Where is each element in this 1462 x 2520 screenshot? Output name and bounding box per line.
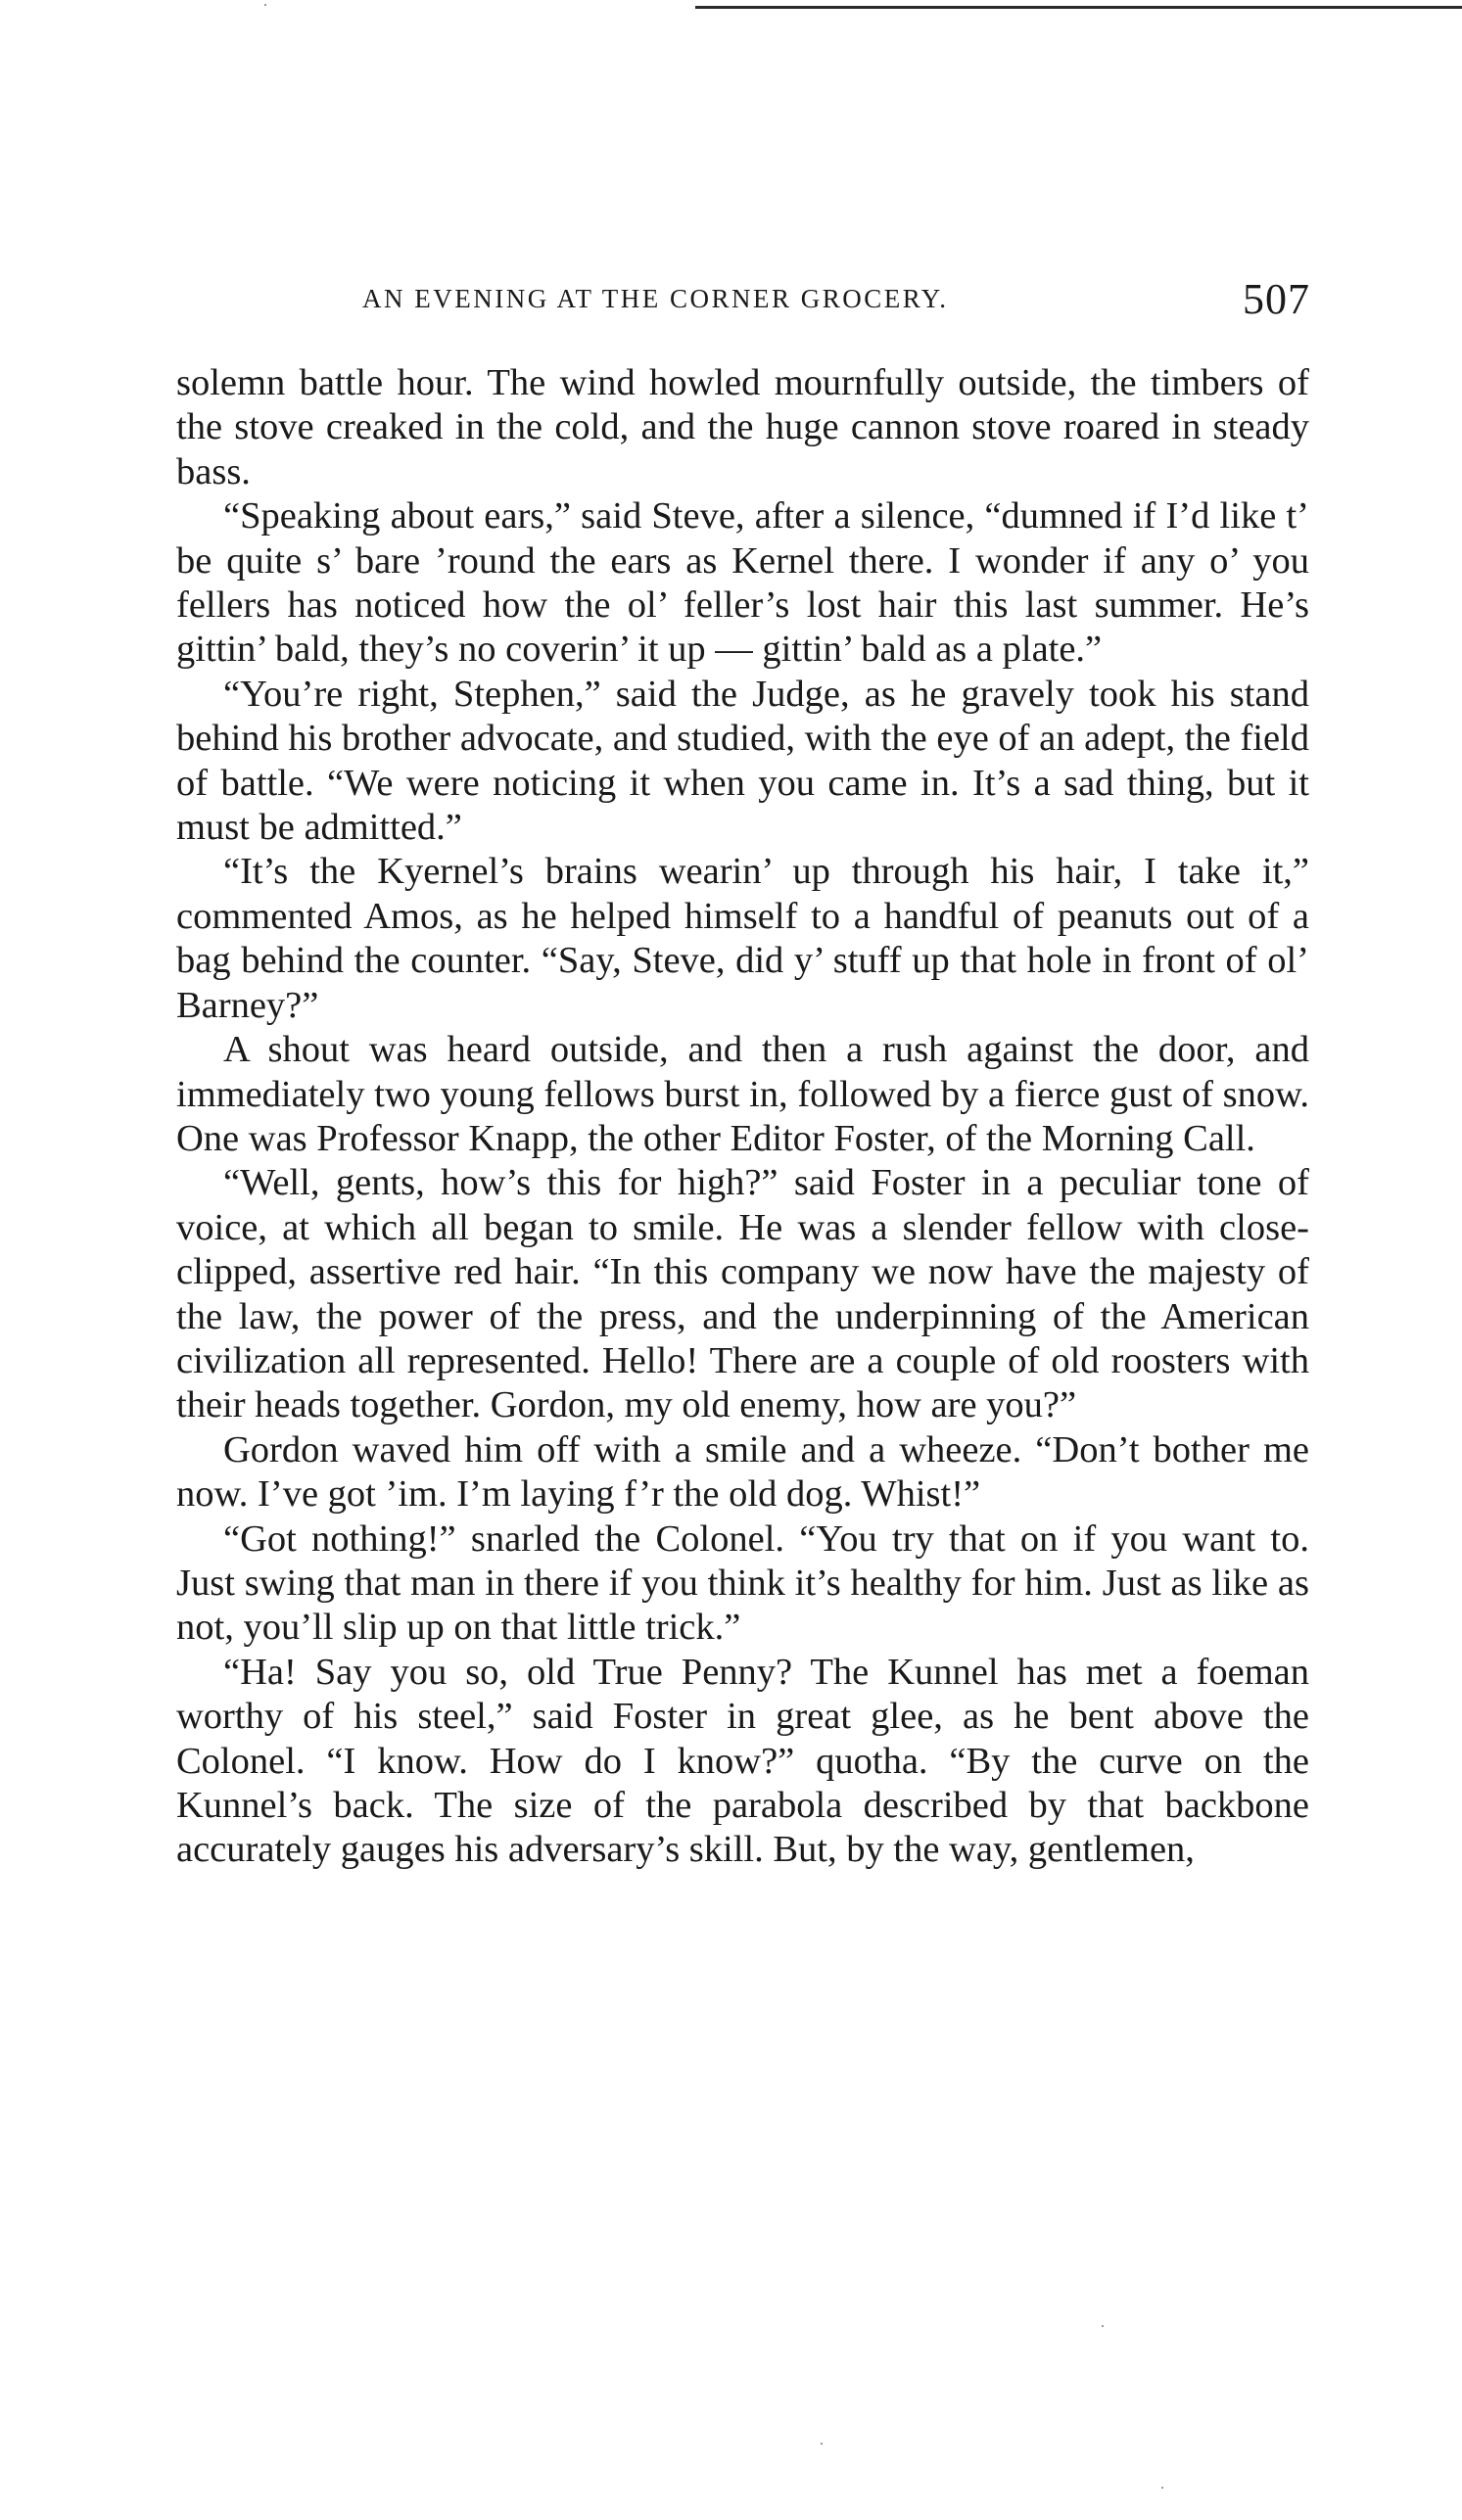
page-number: 507: [1243, 275, 1310, 323]
paragraph: “Ha! Say you so, old True Penny? The Kunnel has met a foeman worthy of his steel,” said Foster in great glee, as he bent above the Colonel. “I know. How do I know?” quotha. “By the curve on the Kunnel’s back. The size of the parabola described by that backbone accurately gauges his adversary’s skill. But, by the way, gentlemen,: [176, 1651, 1309, 1871]
page-header: [176, 274, 1322, 323]
paragraph: “Speaking about ears,” said Steve, after a silence, “dumned if I’d like t’ be quite s’ bare ’round the ears as Kernel there. I wonder if any o’ you fellers has noticed how the ol’ feller’s lost hair this last summer. He’s gittin’ bald, they’s no coverin’ it up — gittin’ bald as a plate.”: [176, 495, 1309, 671]
paragraph: “Got nothing!” snarled the Colonel. “You try that on if you want to. Just swing that man in there if you think it’s healthy for him. Just as like as not, you’ll slip up on that little trick.”: [176, 1517, 1309, 1649]
paper-speck: [821, 2443, 823, 2445]
paper-speck: [1102, 2325, 1104, 2327]
top-rule: [695, 6, 1462, 9]
paper-speck: [1161, 2487, 1163, 2489]
paragraph: Gordon waved him off with a smile and a wheeze. “Don’t bother me now. I’ve got ’im. I’m laying f’r the old dog. Whist!”: [176, 1428, 1309, 1516]
paragraph: A shout was heard outside, and then a rush against the door, and immediately two young fellows burst in, followed by a fierce gust of snow. One was Professor Knapp, the other Editor Foster, of the Morning Call.: [176, 1029, 1309, 1159]
paragraph: “You’re right, Stephen,” said the Judge, as he gravely took his stand behind his brother advocate, and studied, with the eye of an adept, the field of battle. “We were noticing it when you came in. It’s a sad thing, but it must be admitted.”: [176, 673, 1309, 849]
running-head: AN EVENING AT THE CORNER GROCERY.: [362, 284, 949, 313]
paragraph: “Well, gents, how’s this for high?” said Foster in a peculiar tone of voice, at which all began to smile. He was a slender fellow with close-clipped, assertive red hair. “In this company we now have the majesty of the law, the power of the press, and the underpinning of the American civilization all represented. Hello! There are a couple of old roosters with their heads together. Gordon, my old enemy, how are you?”: [176, 1162, 1309, 1426]
paragraph: “It’s the Kyernel’s brains wearin’ up through his hair, I take it,” commented Amos, as he helped himself to a handful of peanuts out of a bag behind the counter. “Say, Steve, did y’ stuff up that hole in front of ol’ Barney?”: [176, 851, 1309, 1026]
body-text: [176, 361, 1309, 1873]
paper-speck: [264, 4, 266, 6]
paragraph: solemn battle hour. The wind howled mournfully outside, the timbers of the stove creaked in the cold, and the huge cannon stove roared in steady bass.: [176, 362, 1309, 492]
